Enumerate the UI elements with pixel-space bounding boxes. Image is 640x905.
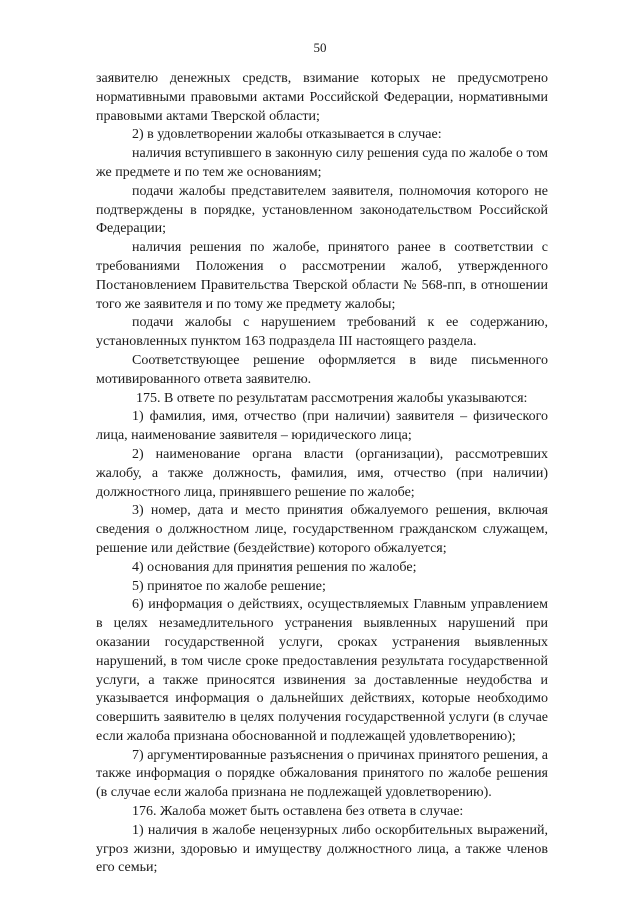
paragraph: наличия вступившего в законную силу решения суда по жалобе о том же предмете и по тем же основаниям;: [96, 146, 548, 180]
paragraph: 175. В ответе по результатам рассмотрения жалобы указываются:: [136, 390, 528, 406]
paragraph: 2) наименование органа власти (организации), рассмотревших жалобу, а также должность, фамилия, имя, отчество (при наличии) должностного лица, принявшего решение по жалобе;: [96, 446, 548, 500]
paragraph: подачи жалобы с нарушением требований к ее содержанию, установленных пунктом 163 подраздела III настоящего раздела.: [96, 315, 548, 350]
paragraph: 2) в удовлетворении жалобы отказывается в случае:: [132, 127, 442, 143]
page-number: 50: [313, 40, 327, 55]
paragraph: 6) информация о действиях, осуществляемых Главным управлением в целях незамедлительного устранения выявленных нарушений при оказании государственной услуги, сроках устранения выявленных нарушений, в том числе сроке предоставления результата государственной услуги, а также приносятся извинения за доставленные неудобства и указывается информация о дальнейших действиях, которые необходимо совершить заявителю в целях получения государственной услуги (в случае если жалоба признана обоснованной и подлежащей удовлетворению);: [96, 597, 548, 744]
paragraph: 3) номер, дата и место принятия обжалуемого решения, включая сведения о должностном лице, государственном гражданском служащем, решение или действие (бездействие) которого обжалуется;: [96, 503, 548, 556]
paragraph: 4) основания для принятия решения по жалобе;: [132, 559, 417, 575]
paragraph: заявителю денежных средств, взимание которых не предусмотрено нормативными правовыми актами Российской Федерации, нормативными правовыми актами Тверской области;: [96, 71, 548, 124]
body-text: [96, 70, 548, 878]
paragraph: наличия решения по жалобе, принятого ранее в соответствии с требованиями Положения о рассмотрении жалоб, утвержденного Постановлением Правительства Тверской области № 568-пп, в отношении того же заявителя и по тому же предмету жалобы;: [96, 240, 548, 312]
paragraph: 5) принятое по жалобе решение;: [132, 578, 326, 594]
paragraph: 1) наличия в жалобе нецензурных либо оскорбительных выражений, угроз жизни, здоровью и имуществу должностного лица, а также членов его семьи;: [96, 822, 548, 876]
paragraph: подачи жалобы представителем заявителя, полномочия которого не подтверждены в порядке, установленном законодательством Российской Федерации;: [96, 183, 548, 237]
paragraph: 1) фамилия, имя, отчество (при наличии) заявителя – физического лица, наименование заявителя – юридического лица;: [96, 409, 548, 444]
paragraph: 7) аргументированные разъяснения о причинах принятого решения, а также информация о порядке обжалования принятого по жалобе решения (в случае если жалоба признана не подлежащей удовлетворению).: [96, 747, 548, 801]
paragraph: 176. Жалоба может быть оставлена без ответа в случае:: [132, 804, 464, 820]
paragraph: Соответствующее решение оформляется в виде письменного мотивированного ответа заявителю.: [96, 352, 548, 387]
